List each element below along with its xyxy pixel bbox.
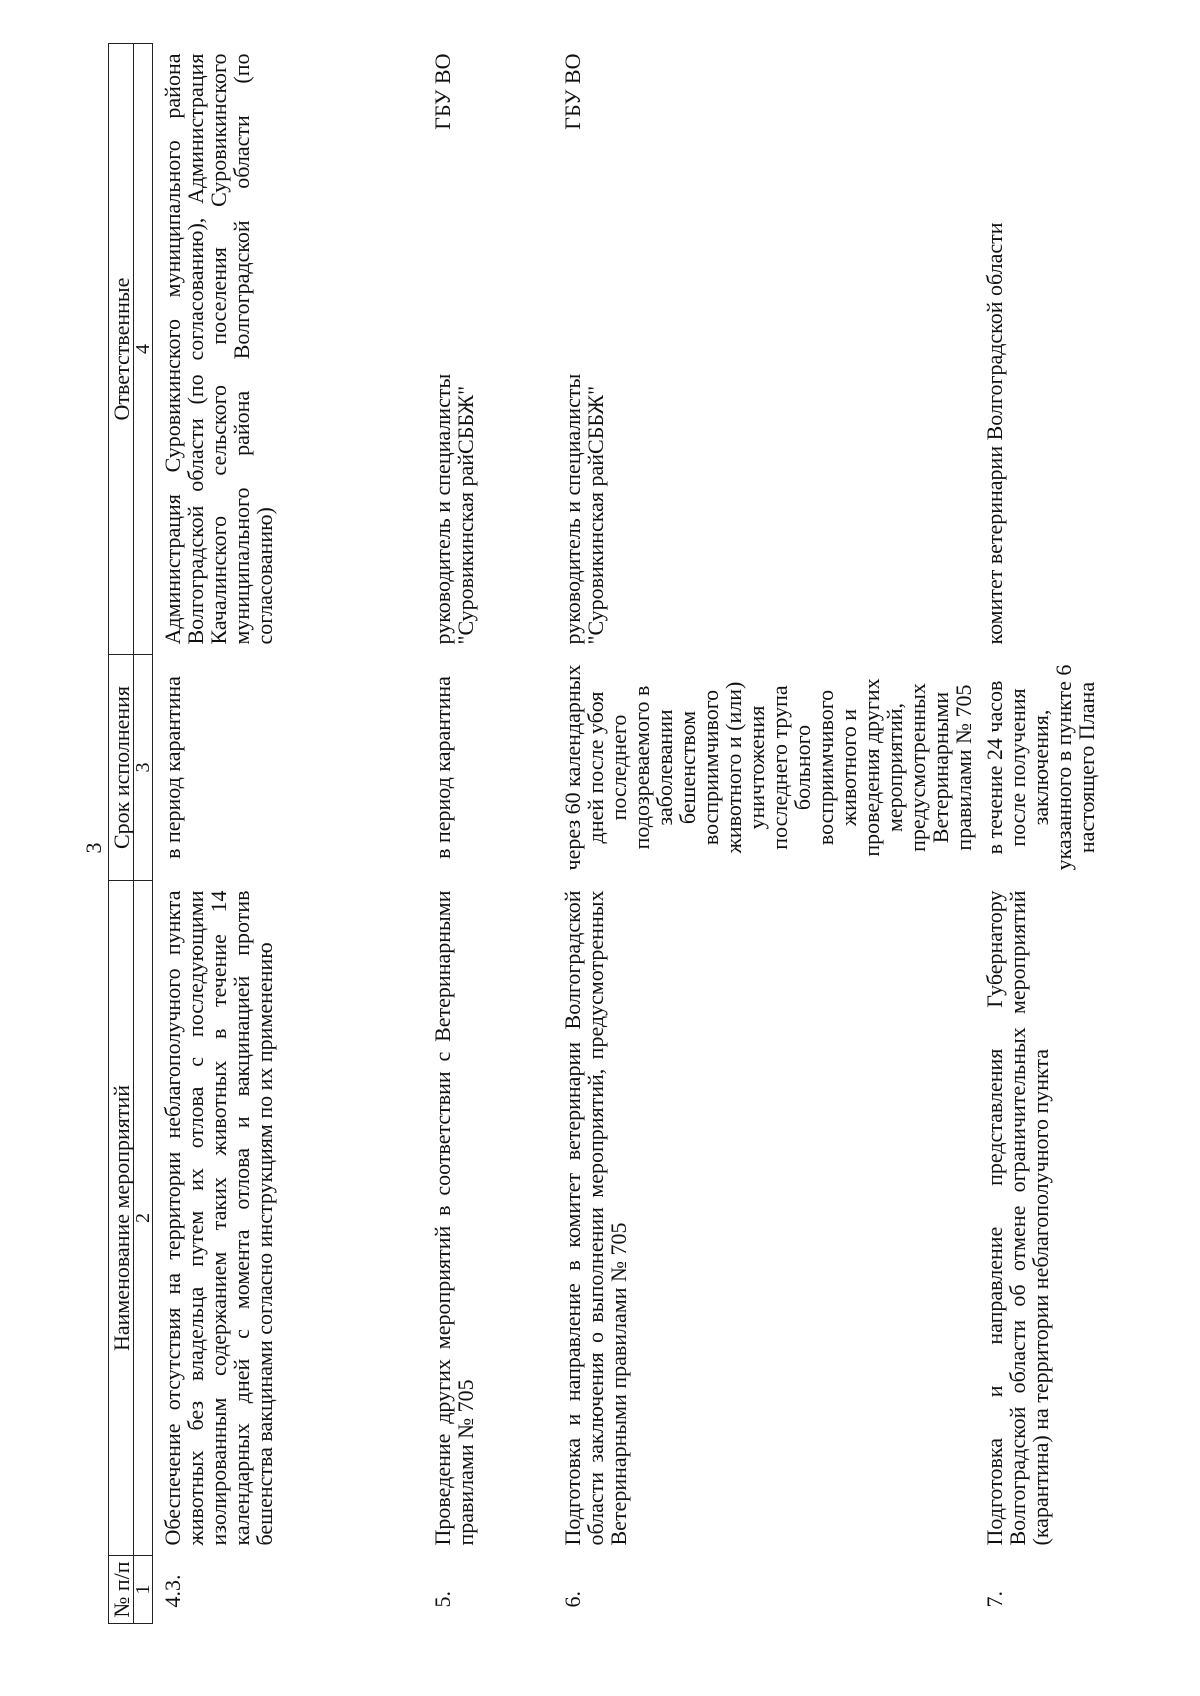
rotated-landscape-page [108,0,1200,1696]
row-deadline: в течение 24 часов после получения заключения, указанного в пункте 6 настоящего Плана [982,664,1099,871]
row-responsible [423,44,553,655]
table-header-row [109,44,134,1624]
responsible-line [431,54,454,645]
column-number: 4 [134,44,153,655]
table-row [975,44,1103,1624]
column-number: 3 [134,655,153,881]
header-activity: Наименование мероприятий [109,881,134,1556]
row-number: 6. [560,1591,585,1608]
row-responsible: комитет ветеринарии Волгоградской области [982,222,1007,645]
page-number: 3 [81,842,106,854]
row-number: 5. [430,1591,455,1608]
responsible-part: руководитель и специалисты [430,373,455,645]
responsible-part: руководитель и специалисты [560,373,585,645]
header-num: № п/п [109,1556,134,1624]
row-number: 4.3. [160,1574,185,1608]
table-row [153,44,424,1624]
row-deadline: через 60 календарных дней после убоя последнего подозреваемого в заболевании бешенством восприимчивого животного и (или) уничтожения последнего трупа больного восприимчивого животного и проведения других мероприятий, предусмотренных Ветеринарными правилами № 705 [560,664,976,871]
responsible-part: ГБУ ВО [560,53,585,130]
row-activity: Подготовка и направление представления Губернатору Волгоградской области об отмене ограничительных мероприятий (карантина) на территории неблагополучного пункта [982,890,1053,1546]
row-responsible: Администрация Суровикинского муниципального района Волгоградской области (по согласованию), Администрация Качалинского сельского поселения Суровикинского муниципального района Волгоградской области (по согласованию) [160,53,277,645]
row-activity: Подготовка и направление в комитет ветеринарии Волгоградской области заключения о выполнении мероприятий, предусмотренных Ветеринарными правилами № 705 [560,890,631,1546]
responsible-part: "Суровикинская райСББЖ" [583,385,608,645]
column-number-row [134,44,153,1624]
row-number: 7. [982,1591,1007,1608]
row-activity: Обеспечение отсутствия на территории неблагополучного пункта животных без владельца путем их отлова с последующими изолированным содержанием таких животных в течение 14 календарных дней с момента отлова и вакцинацией против бешенства вакцинами согласно инструкциям по их применению [160,890,277,1546]
row-responsible [553,44,975,655]
row-deadline: в период карантина [160,676,185,859]
responsible-line [561,54,584,645]
table-row [553,44,975,1624]
header-responsible: Ответственные [109,44,134,655]
responsible-part: "Суровикинская райСББЖ" [453,385,478,645]
column-number: 2 [134,881,153,1556]
row-activity: Проведение других мероприятий в соответствии с Ветеринарными правилами № 705 [430,890,478,1546]
row-deadline: в период карантина [430,676,455,859]
header-deadline: Срок исполнения [109,655,134,881]
responsible-part: ГБУ ВО [430,53,455,130]
table-row [423,44,553,1624]
activity-plan-table [108,43,1103,1624]
column-number: 1 [134,1556,153,1624]
